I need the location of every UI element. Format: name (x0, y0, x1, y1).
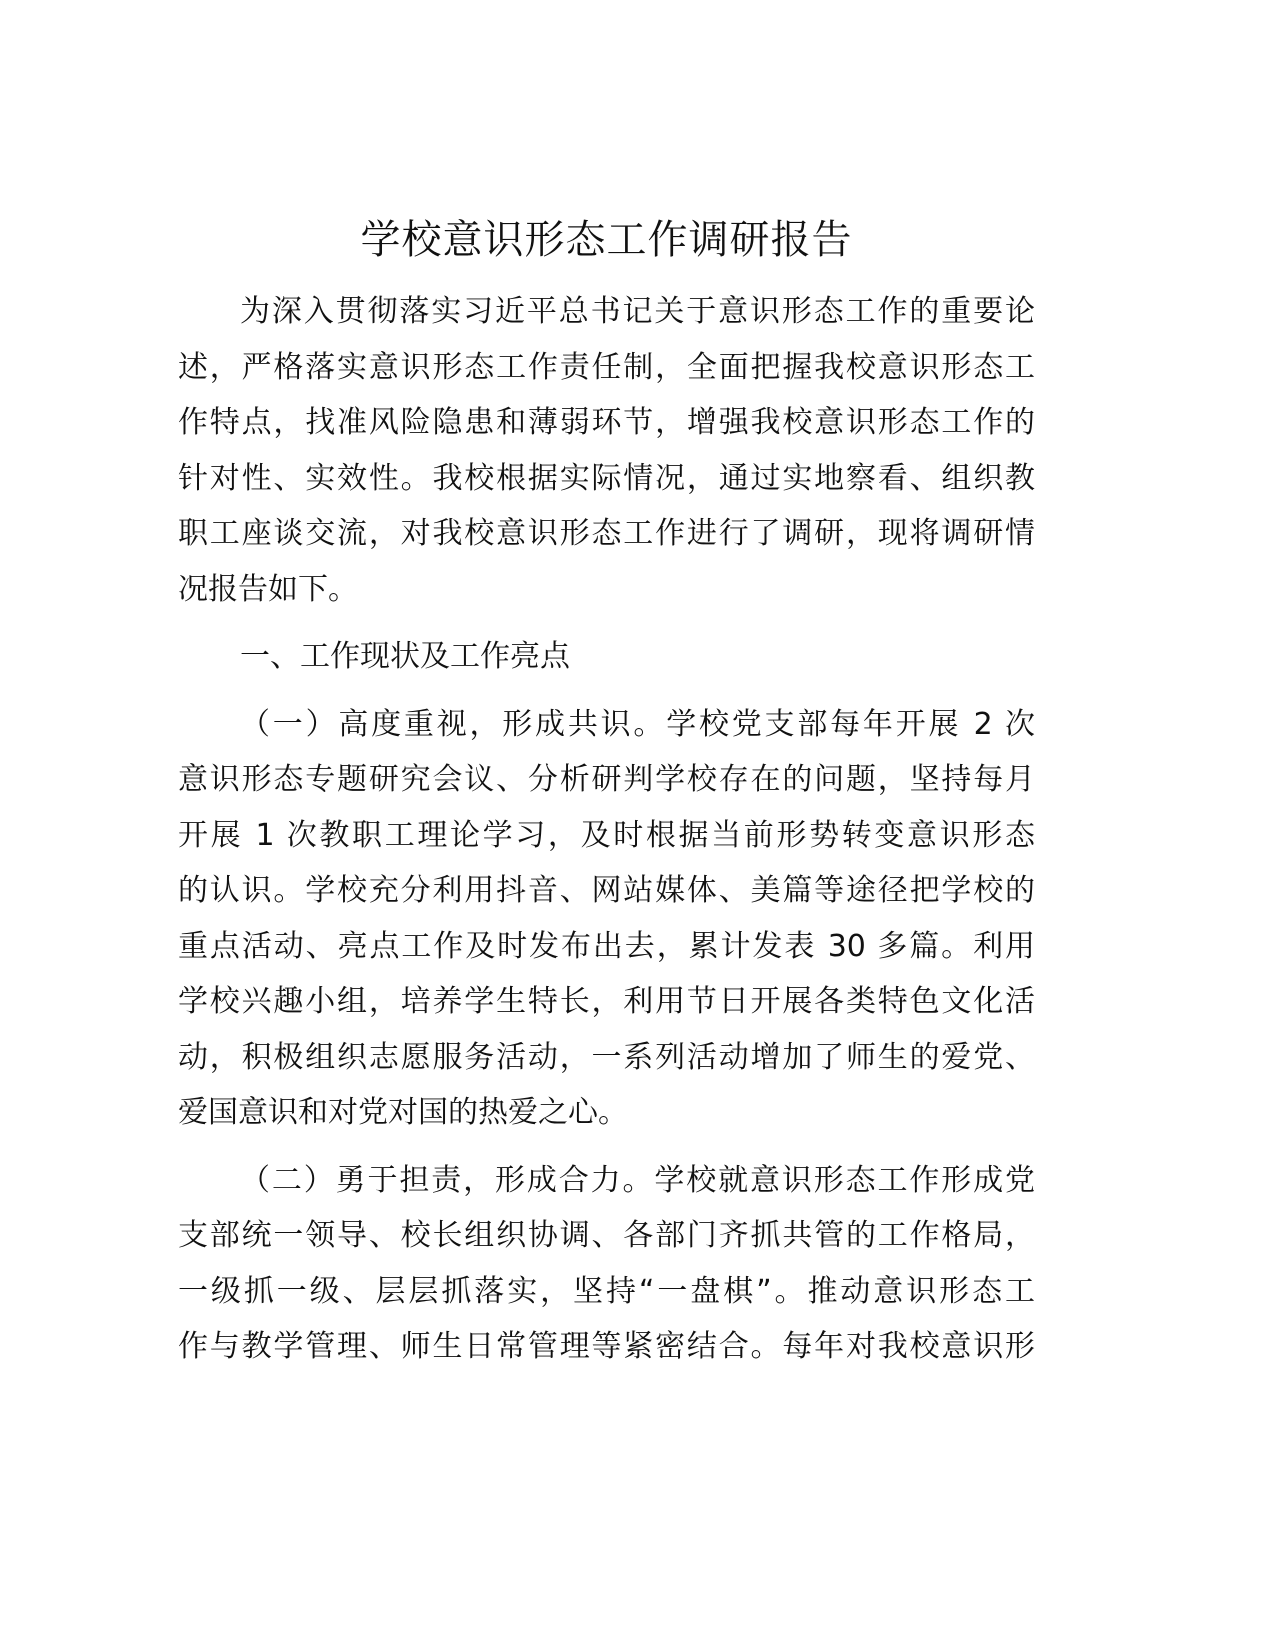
text-line: 支部统一领导、校长组织协调、各部门齐抓共管的工作格局， (178, 1218, 1035, 1253)
text-line: 一级抓一级、层层抓落实，坚持“一盘棋”。推动意识形态工 (178, 1273, 1035, 1309)
text-line: 作与教学管理、师生日常管理等紧密结合。每年对我校意识形 (178, 1329, 1035, 1364)
document-title: 学校意识形态工作调研报告 (360, 217, 853, 263)
text-line: 述，严格落实意识形态工作责任制，全面把握我校意识形态工 (178, 349, 1035, 385)
text-line: 动，积极组织志愿服务活动，一系列活动增加了师生的爱党、 (178, 1039, 1035, 1075)
text-line: 意识形态专题研究会议、分析研判学校存在的问题，坚持每月 (178, 762, 1035, 797)
heading-line: 一、工作现状及工作亮点 (240, 639, 570, 674)
text-line: 为深入贯彻落实习近平总书记关于意识形态工作的重要论 (240, 294, 1035, 329)
text-line: 重点活动、亮点工作及时发布出去，累计发表 30 多篇。利用 (178, 928, 1035, 964)
text-line: （一）高度重视，形成共识。学校党支部每年开展 2 次 (240, 706, 1035, 742)
text-line: 针对性、实效性。我校根据实际情况，通过实地察看、组织教 (178, 460, 1035, 496)
text-line: 的认识。学校充分利用抖音、网站媒体、美篇等途径把学校的 (178, 873, 1035, 908)
intro-paragraph (178, 284, 1035, 617)
subsection-2-paragraph (178, 1153, 1035, 1375)
text-line: 作特点，找准风险隐患和薄弱环节，增强我校意识形态工作的 (178, 405, 1035, 440)
text-line: 开展 1 次教职工理论学习，及时根据当前形势转变意识形态 (178, 817, 1035, 853)
subsection-1-paragraph (178, 697, 1035, 1141)
document-body (178, 284, 1035, 1387)
text-line: （二）勇于担责，形成合力。学校就意识形态工作形成党 (240, 1162, 1035, 1198)
text-line: 职工座谈交流，对我校意识形态工作进行了调研，现将调研情 (178, 516, 1035, 551)
text-line: 爱国意识和对党对国的热爱之心。 (178, 1095, 628, 1130)
text-line: 况报告如下。 (178, 571, 358, 607)
text-line: 学校兴趣小组，培养学生特长，利用节日开展各类特色文化活 (178, 984, 1035, 1019)
section-heading (178, 629, 1035, 685)
